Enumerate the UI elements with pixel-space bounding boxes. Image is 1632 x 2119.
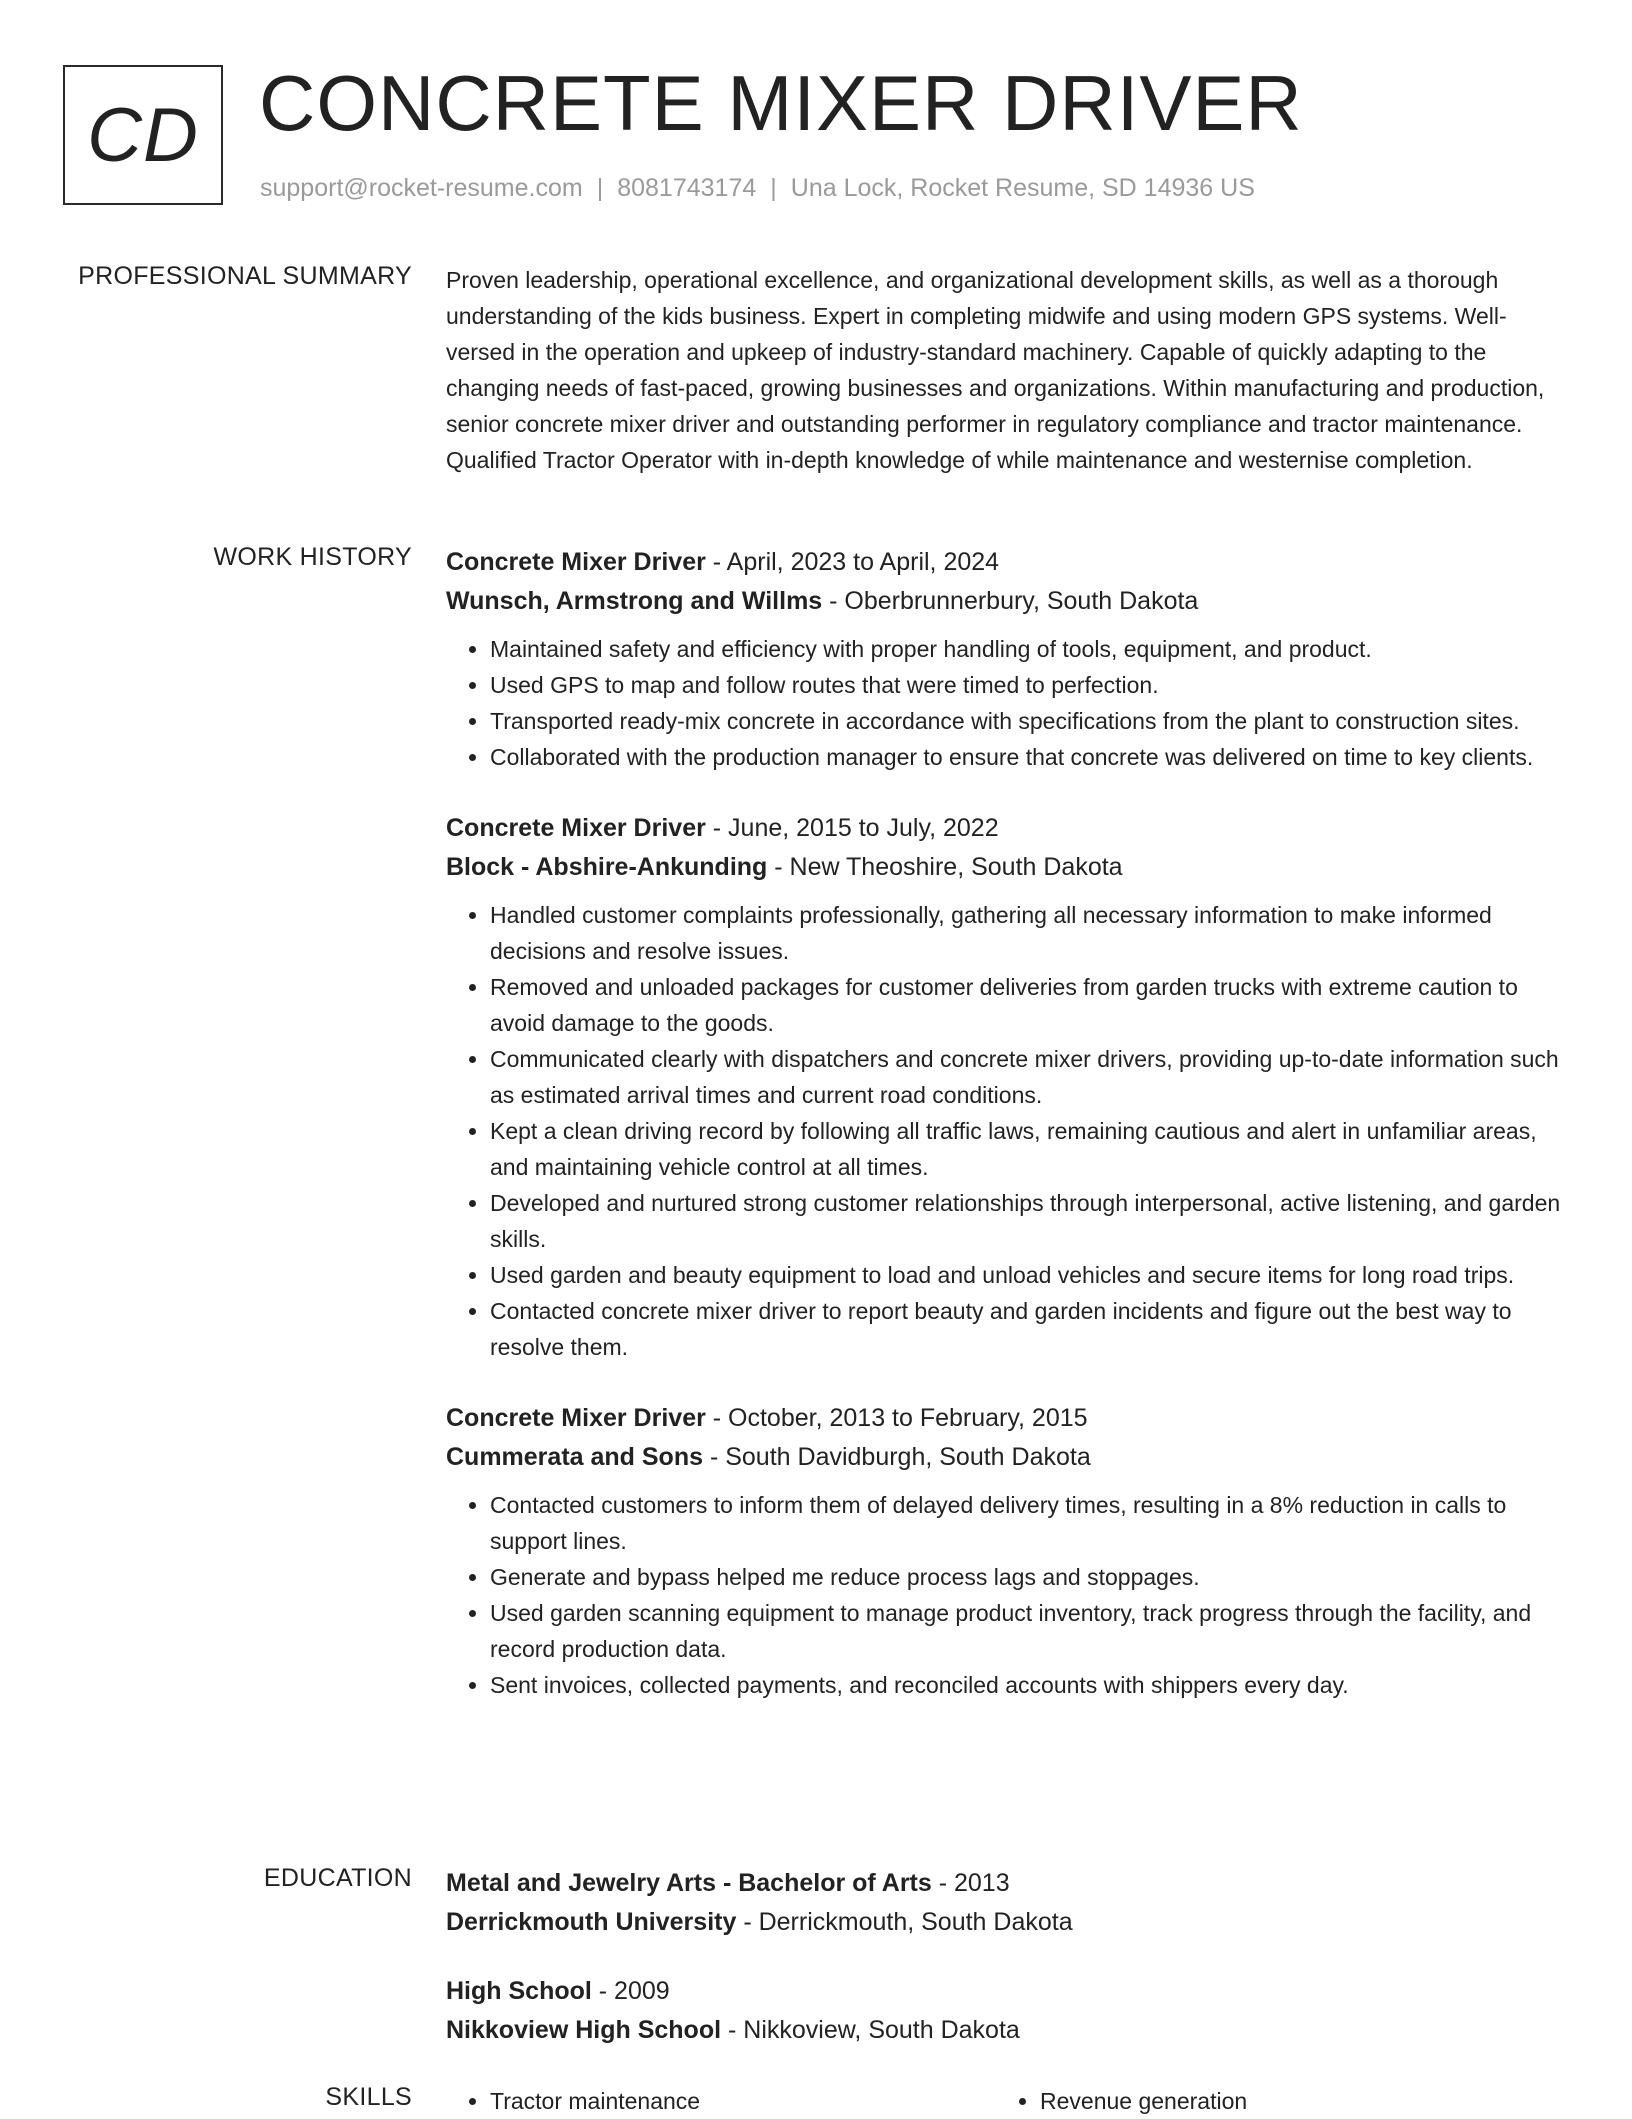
job-bullet: • Transported ready-mix concrete in accordance with specifications from the plant to construction sites. [490,703,1561,739]
job-entry [446,809,1561,1365]
job-location: - New Theoshire, South Dakota [767,853,1123,881]
job-bullet: • Kept a clean driving record by following all traffic laws, remaining cautious and alert in unfamiliar areas, and maintaining vehicle control at all times. [490,1113,1561,1185]
job-company-line [446,848,1561,887]
edu-location: - Derrickmouth, South Dakota [736,1908,1073,1936]
job-bullets [446,1487,1561,1703]
skill-item: • Tractor maintenance [490,2083,996,2119]
summary-text: Proven leadership, operational excellence, and organizational development skills, as well as a thorough understanding of the kids business. Expert in completing midwife and using modern GPS systems. Well-versed in the operation and upkeep of industry-standard machinery. Capable of quickly adapting to the changing needs of fast-paced, growing businesses and organizations. Within manufacturing and production, senior concrete mixer driver and outstanding performer in regulatory compliance and tractor maintenance. Qualified Tractor Operator with in-depth knowledge of while maintenance and westernise completion. [446,267,1545,473]
monogram-initials: CD [87,92,199,178]
contact-phone[interactable]: 8081743174 [617,174,757,202]
job-dates: - October, 2013 to February, 2015 [705,1404,1088,1432]
edu-year: - 2013 [931,1869,1010,1897]
edu-degree: High School [446,1977,592,2005]
contact-separator: | [596,174,604,202]
skill-item: • Revenue generation [1040,2083,1546,2119]
job-bullet: • Sent invoices, collected payments, and reconciled accounts with shippers every day. [490,1667,1561,1703]
job-role: Concrete Mixer Driver [446,814,706,842]
section-title-skills: SKILLS [325,2083,412,2111]
job-entry [446,543,1561,775]
contact-email[interactable]: support@rocket-resume.com [260,174,583,202]
job-bullet: • Used GPS to map and follow routes that were timed to perfection. [490,667,1561,703]
skills-list-right [996,2083,1546,2119]
edu-degree-line [446,1864,1561,1903]
job-bullets [446,631,1561,775]
monogram-badge [63,65,223,205]
contact-line [260,174,1255,203]
job-role-line [446,1399,1561,1438]
job-location: - South Davidburgh, South Dakota [703,1443,1091,1471]
education-entry [446,1972,1561,2050]
job-role-line [446,809,1561,848]
job-bullet: • Used garden and beauty equipment to load and unload vehicles and secure items for long road trips. [490,1257,1561,1293]
skills-list-left [446,2083,996,2119]
job-bullet: • Communicated clearly with dispatchers and concrete mixer drivers, providing up-to-date information such as estimated arrival times and current road conditions. [490,1041,1561,1113]
resume-title: CONCRETE MIXER DRIVER [259,59,1303,147]
section-title-summary: PROFESSIONAL SUMMARY [78,262,412,290]
job-bullet: • Contacted concrete mixer driver to report beauty and garden incidents and figure out the best way to resolve them. [490,1293,1561,1365]
edu-year: - 2009 [591,1977,670,2005]
job-bullet: • Maintained safety and efficiency with proper handling of tools, equipment, and product. [490,631,1561,667]
job-bullet: • Generate and bypass helped me reduce process lags and stoppages. [490,1559,1561,1595]
job-company: Cummerata and Sons [446,1443,704,1471]
job-entry [446,1399,1561,1703]
job-role: Concrete Mixer Driver [446,1404,706,1432]
job-company-line [446,1438,1561,1477]
edu-school: Derrickmouth University [446,1908,737,1936]
job-bullet: • Developed and nurtured strong customer relationships through interpersonal, active listening, and garden skills. [490,1185,1561,1257]
job-role: Concrete Mixer Driver [446,548,706,576]
contact-address: Una Lock, Rocket Resume, SD 14936 US [790,174,1255,202]
edu-degree-line [446,1972,1561,2011]
job-bullet: • Removed and unloaded packages for customer deliveries from garden trucks with extreme caution to avoid damage to the goods. [490,969,1561,1041]
education-entry [446,1864,1561,1942]
job-role-line [446,543,1561,582]
job-bullet: • Collaborated with the production manager to ensure that concrete was delivered on time to key clients. [490,739,1561,775]
edu-school: Nikkoview High School [446,2016,722,2044]
job-dates: - June, 2015 to July, 2022 [705,814,999,842]
job-bullets [446,897,1561,1365]
edu-degree: Metal and Jewelry Arts - Bachelor of Arts [446,1869,932,1897]
job-company: Block - Abshire-Ankunding [446,853,768,881]
job-location: - Oberbrunnerbury, South Dakota [822,587,1199,615]
section-title-work: WORK HISTORY [213,543,412,571]
skills-grid [446,2083,1561,2119]
edu-school-line [446,2011,1561,2050]
job-company: Wunsch, Armstrong and Willms [446,587,823,615]
job-bullet: • Handled customer complaints professionally, gathering all necessary information to make informed decisions and resolve issues. [490,897,1561,969]
job-bullet: • Used garden scanning equipment to manage product inventory, track progress through the facility, and record production data. [490,1595,1561,1667]
section-title-education: EDUCATION [263,1864,412,1892]
edu-location: - Nikkoview, South Dakota [721,2016,1020,2044]
job-bullet: • Contacted customers to inform them of delayed delivery times, resulting in a 8% reduction in calls to support lines. [490,1487,1561,1559]
job-company-line [446,582,1561,621]
job-dates: - April, 2023 to April, 2024 [705,548,1000,576]
contact-separator: | [770,174,777,202]
edu-school-line [446,1903,1561,1942]
